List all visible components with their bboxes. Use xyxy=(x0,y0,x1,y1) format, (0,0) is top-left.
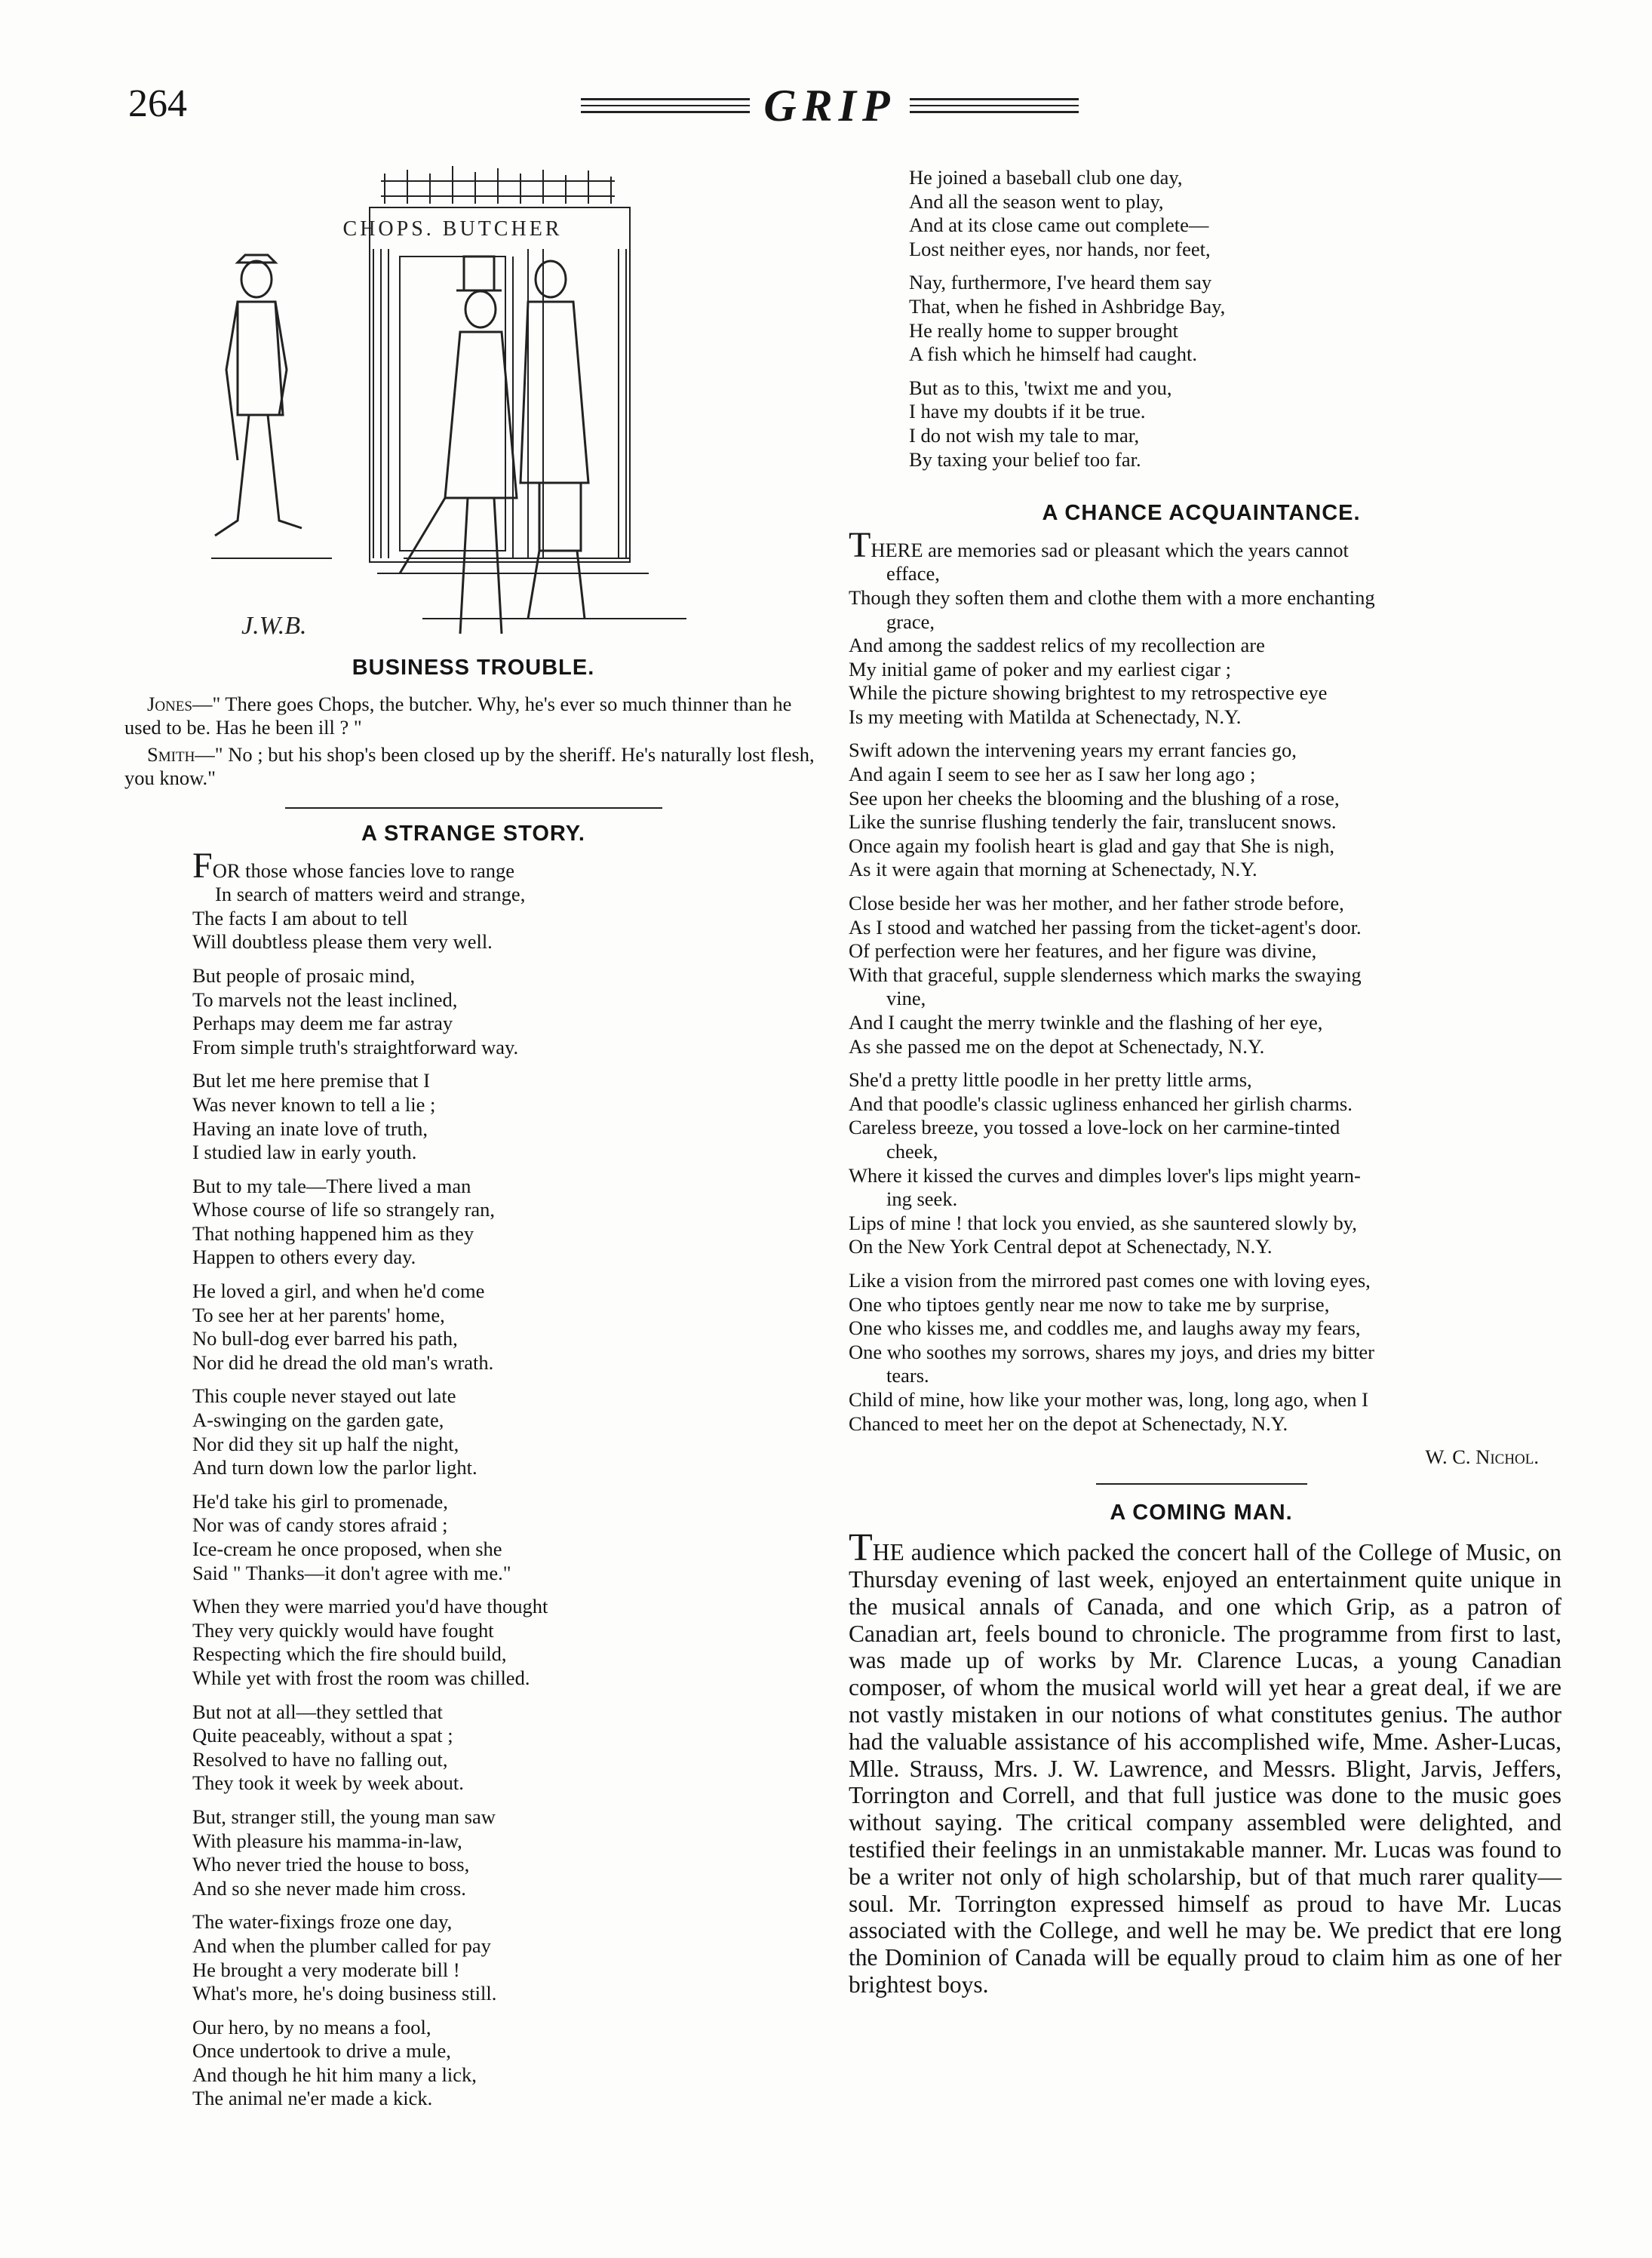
poem-stanza xyxy=(909,166,1561,261)
coming-man-article xyxy=(849,1526,1561,1998)
poem-line: Swift adown the intervening years my errant fancies go, xyxy=(849,739,1297,762)
coming-man-body: HE audience which packed the concert hall of the College of Music, on Thursday evening of last week, enjoyed an entertainment quite unique in the musical annals of Canada, and one which Grip, as a patron of Canadian art, feels bound to chronicle. The programme from first to last, was made up of works by Mr. Clarence Lucas, a young Canadian composer, of whom the musical world will yet hear a great deal, if we are not vastly mistaken in our notions of what constitutes genius. The author had the valuable assistance of his accomplished wife, Mme. Asher-Lucas, Mlle. Strauss, Mrs. J. W. Lawrence, and Messrs. Blight, Jarvis, Jeffers, Torrington and Correll, and that full justice was done to the music goes without saying. The critical company assembled were delighted, and testified their feelings in an unmistakable manner. Mr. Lucas was found to be a writer not only of high scholarship, but of that much rarer quality—soul. Mr. Torrington expressed himself as proud to have Mr. Lucas associated with the College, and well he may be. We predict that ere long the Dominion of Canada will be equally proud to claim him as one of her brightest boys. xyxy=(849,1539,1561,1998)
poem-line: cheek, xyxy=(886,1139,938,1163)
poem-line: And turn down low the parlor light. xyxy=(192,1456,477,1479)
shop-sign-text: CHOPS. BUTCHER xyxy=(342,217,563,241)
poem-line: My initial game of poker and my earliest cigar ; xyxy=(849,657,1232,680)
poem-line: They very quickly would have fought xyxy=(192,1618,494,1642)
poem-line: Having an inate love of truth, xyxy=(192,1117,428,1140)
poem-line: Lost neither eyes, nor hands, nor feet, xyxy=(909,237,1211,260)
poem-verse xyxy=(849,739,1561,882)
poem-line: Nor did they sit up half the night, xyxy=(192,1432,459,1455)
poem-line: But, stranger still, the young man saw xyxy=(192,1805,496,1828)
poem-line: Lips of mine ! that lock you envied, as she sauntered slowly by, xyxy=(849,1211,1357,1234)
poem-line: Where it kissed the curves and dimples lover's lips might yearn- xyxy=(849,1163,1361,1187)
poem-line: Ice-cream he once proposed, when she xyxy=(192,1538,502,1560)
jones-speaker: Jones xyxy=(147,692,192,715)
poem-line: Respecting which the fire should build, xyxy=(192,1642,507,1666)
poem-stanza xyxy=(192,1595,822,1690)
poem-line: Quite peaceably, without a spat ; xyxy=(192,1724,453,1747)
poem-line: They took it week by week about. xyxy=(192,1771,464,1795)
poem-line: To marvels not the least inclined, xyxy=(192,988,458,1011)
poem-line: With pleasure his mamma-in-law, xyxy=(192,1829,462,1852)
poem-line: A-swinging on the garden gate, xyxy=(192,1409,444,1432)
poem-line: One who soothes my sorrows, shares my joys, and dries my bitter xyxy=(849,1340,1375,1363)
jones-line xyxy=(124,693,822,740)
poem-line: Will doubtless please them very well. xyxy=(192,930,493,954)
poem-line: By taxing your belief too far. xyxy=(909,447,1141,471)
poem-line: And I caught the merry twinkle and the flashing of her eye, xyxy=(849,1011,1323,1034)
poem-line: And again I seem to see her as I saw her long ago ; xyxy=(849,763,1256,786)
poem-line: In search of matters weird and strange, xyxy=(215,883,526,906)
poem-line: He'd take his girl to promenade, xyxy=(192,1489,448,1513)
poem-verse xyxy=(849,1269,1561,1436)
poem-line: Close beside her was her mother, and her father strode before, xyxy=(849,892,1344,915)
poem-stanza xyxy=(909,271,1561,366)
poem-line: I studied law in early youth. xyxy=(192,1141,417,1164)
poem-stanza xyxy=(192,1069,822,1164)
strange-story-title: A STRANGE STORY. xyxy=(361,821,585,846)
cartoon-illustration xyxy=(196,166,724,649)
poem-line: And all the season went to play, xyxy=(909,189,1164,213)
poem-line: But let me here premise that I xyxy=(192,1069,430,1092)
poem-verse xyxy=(849,524,1561,730)
section-divider-short xyxy=(1096,1483,1307,1485)
poem-line: Though they soften them and clothe them with a more enchanting xyxy=(849,585,1375,609)
poem-line: vine, xyxy=(886,987,926,1010)
chance-acquaintance-poem xyxy=(849,524,1561,1436)
poem-line: The facts I am about to tell xyxy=(192,906,408,929)
page-number: 264 xyxy=(128,82,187,125)
smith-speaker: Smith xyxy=(147,742,195,766)
smith-text: —" No ; but his shop's been closed up by the sheriff. He's naturally lost flesh, you know." xyxy=(124,742,815,790)
poem-stanza xyxy=(909,376,1561,472)
poem-stanza xyxy=(192,1805,822,1900)
poem-stanza xyxy=(192,1910,822,2005)
business-trouble-title: BUSINESS TROUBLE. xyxy=(352,656,595,680)
section-divider xyxy=(285,807,662,809)
poem-line: He loved a girl, and when he'd come xyxy=(192,1280,485,1303)
poem-line: Child of mine, how like your mother was, long, long ago, when I xyxy=(849,1387,1368,1411)
poem-line: No bull-dog ever barred his path, xyxy=(192,1327,458,1350)
poem-line: Nor did he dread the old man's wrath. xyxy=(192,1350,494,1374)
poem-line: That nothing happened him as they xyxy=(192,1221,474,1245)
poem-line: As I stood and watched her passing from the ticket-agent's door. xyxy=(849,915,1362,939)
poem-line: With that graceful, supple slenderness which marks the swaying xyxy=(849,963,1362,986)
poem-line: FOR those whose fancies love to range xyxy=(192,845,515,886)
coming-man-dropcap: T xyxy=(849,1526,873,1570)
poem-line: When they were married you'd have thought xyxy=(192,1595,548,1618)
poem-line: And that poodle's classic ugliness enhanced her girlish charms. xyxy=(849,1092,1353,1115)
poem-line: Resolved to have no falling out, xyxy=(192,1747,448,1771)
poem-line: And among the saddest relics of my recollection are xyxy=(849,634,1265,657)
poem-line: Once again my foolish heart is glad and gay that She is nigh, xyxy=(849,834,1334,857)
chance-acquaintance-title: A CHANCE ACQUAINTANCE. xyxy=(1042,501,1361,526)
poem-line: And when the plumber called for pay xyxy=(192,1934,491,1957)
poem-line: Once undertook to drive a mule, xyxy=(192,2039,451,2063)
poem-line: Like a vision from the mirrored past comes one with loving eyes, xyxy=(849,1268,1371,1292)
masthead xyxy=(581,79,1079,132)
poem-line: Chanced to meet her on the depot at Schenectady, N.Y. xyxy=(849,1412,1288,1435)
poem-line: A fish which he himself had caught. xyxy=(909,343,1197,366)
poem-line: And at its close came out complete— xyxy=(909,214,1209,237)
poem-line: She'd a pretty little poodle in her pretty little arms, xyxy=(849,1068,1252,1092)
poem-line: Happen to others every day. xyxy=(192,1246,416,1269)
poem-line: See upon her cheeks the blooming and the blushing of a rose, xyxy=(849,786,1340,810)
poem-stanza xyxy=(192,845,822,954)
poem-stanza xyxy=(192,1700,822,1796)
smith-line xyxy=(124,743,822,791)
poem-line: As she passed me on the depot at Schenectady, N.Y. xyxy=(849,1034,1265,1058)
poem-line: tears. xyxy=(886,1364,929,1387)
poem-line: efface, xyxy=(886,562,940,585)
poem-line: ing seek. xyxy=(886,1187,958,1211)
poem-line: He really home to supper brought xyxy=(909,318,1178,342)
strange-story-poem-part2 xyxy=(841,166,1561,472)
poem-line: And so she never made him cross. xyxy=(192,1876,466,1900)
poem-line: But to my tale—There lived a man xyxy=(192,1174,471,1197)
masthead-title: GRIP xyxy=(763,80,896,131)
poem-line: Nor was of candy stores afraid ; xyxy=(192,1513,448,1537)
poem-line: Whose course of life so strangely ran, xyxy=(192,1198,496,1221)
poem-stanza xyxy=(192,1384,822,1479)
poem-line: To see her at her parents' home, xyxy=(192,1303,445,1326)
poem-line: The water-fixings froze one day, xyxy=(192,1910,453,1934)
poem-verse xyxy=(849,892,1561,1058)
poem-line: grace, xyxy=(886,610,935,633)
poem-line: Perhaps may deem me far astray xyxy=(192,1012,453,1035)
masthead-rule-right xyxy=(910,98,1079,113)
poem-line: As it were again that morning at Schenectady, N.Y. xyxy=(849,858,1257,881)
poem-line: One who kisses me, and coddles me, and laughs away my fears, xyxy=(849,1316,1361,1340)
poem-line: This couple never stayed out late xyxy=(192,1384,456,1408)
poem-line: But not at all—they settled that xyxy=(192,1700,443,1723)
poem-stanza xyxy=(192,1280,822,1375)
poem-line: The animal ne'er made a kick. xyxy=(192,2087,433,2110)
poem-line: Careless breeze, you tossed a love-lock on her carmine-tinted xyxy=(849,1116,1340,1139)
cartoon-drawing xyxy=(196,166,724,649)
poem-line: THERE are memories sad or pleasant which the years cannot xyxy=(849,524,1349,565)
poem-line: Said " Thanks—it don't agree with me." xyxy=(192,1561,511,1584)
poem-stanza xyxy=(192,2016,822,2111)
poem-line: While the picture showing brightest to my retrospective eye xyxy=(849,681,1328,705)
poem-line: From simple truth's straightforward way. xyxy=(192,1035,519,1058)
coming-man-title: A COMING MAN. xyxy=(1110,1500,1293,1525)
poem-line: Who never tried the house to boss, xyxy=(192,1853,470,1876)
poem-line: And though he hit him many a lick, xyxy=(192,2063,477,2086)
artist-monogram: J.W.B. xyxy=(241,612,307,640)
poem-line: Was never known to tell a lie ; xyxy=(192,1092,436,1116)
poem-line: Of perfection were her features, and her figure was divine, xyxy=(849,939,1317,963)
business-trouble-dialogue xyxy=(124,693,822,791)
poem-line: But as to this, 'twixt me and you, xyxy=(909,376,1172,399)
poem-stanza xyxy=(192,1175,822,1270)
masthead-rule-left xyxy=(581,98,750,113)
poem-line: On the New York Central depot at Schenectady, N.Y. xyxy=(849,1235,1273,1258)
strange-story-poem-part1 xyxy=(124,845,822,2112)
poem-line: He brought a very moderate bill ! xyxy=(192,1958,460,1981)
poem-line: While yet with frost the room was chilled. xyxy=(192,1666,530,1689)
poem-line: Like the sunrise flushing tenderly the fair, translucent snows. xyxy=(849,810,1337,834)
poem-line: But people of prosaic mind, xyxy=(192,963,416,987)
right-column xyxy=(841,166,1561,1998)
poem-line: One who tiptoes gently near me now to take me by surprise, xyxy=(849,1292,1330,1316)
poem-line: I have my doubts if it be true. xyxy=(909,400,1146,423)
poem-line: Is my meeting with Matilda at Schenectady, N.Y. xyxy=(849,705,1242,728)
poem-signature: W. C. Nichol. xyxy=(1425,1445,1539,1469)
jones-text: —" There goes Chops, the butcher. Why, he's ever so much thinner than he used to be. Has he been ill ? " xyxy=(124,692,792,739)
poem-verse xyxy=(849,1068,1561,1259)
poem-line: Nay, furthermore, I've heard them say xyxy=(909,271,1212,294)
poem-line: What's more, he's doing business still. xyxy=(192,1982,497,2005)
poem-line: Our hero, by no means a fool, xyxy=(192,2015,431,2038)
poem-stanza xyxy=(192,1490,822,1585)
left-column xyxy=(124,166,822,2121)
poem-line: I do not wish my tale to mar, xyxy=(909,423,1140,447)
poem-stanza xyxy=(192,964,822,1059)
poem-line: That, when he fished in Ashbridge Bay, xyxy=(909,294,1226,318)
poem-line: He joined a baseball club one day, xyxy=(909,166,1183,189)
